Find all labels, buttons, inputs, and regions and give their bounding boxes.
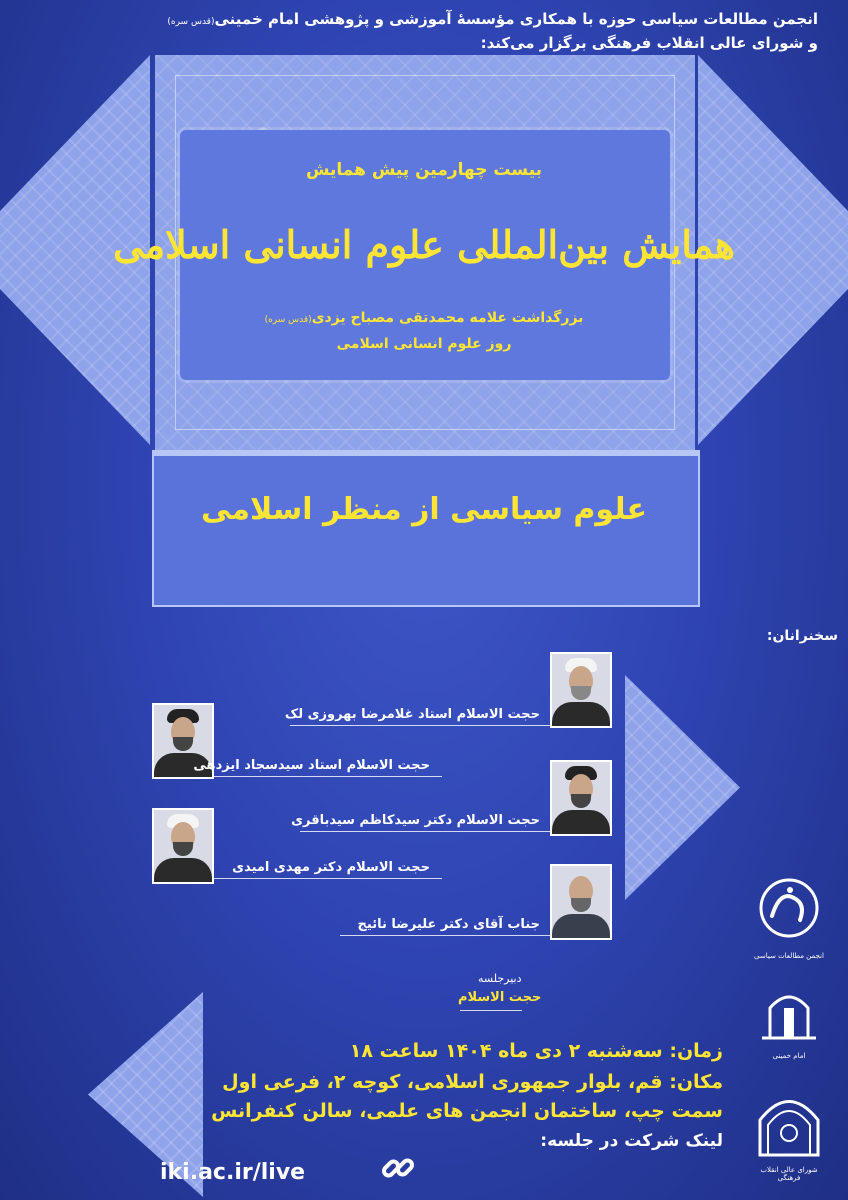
event-place-line-2: سمت چپ، ساختمان انجمن های علمی، سالن کنفرانس <box>211 1100 723 1122</box>
link-label: لینک شرکت در جلسه: <box>540 1131 723 1151</box>
speaker-name-1: حجت الاسلام استاد غلامرضا بهروزی لک <box>284 707 540 722</box>
subtitle-commemoration: بزرگداشت علامه محمدتقی مصباح یزدی(قدس سره) <box>264 310 584 326</box>
speaker-name-3: حجت الاسلام دکتر سیدکاظم سیدباقری <box>291 813 540 828</box>
speakers-label: سخنرانان: <box>766 628 838 644</box>
speaker-photo-3 <box>550 760 612 836</box>
speaker-underline-5 <box>340 935 550 936</box>
event-place-line-1: مکان: قم، بلوار جمهوری اسلامی، کوچه ۲، فرعی اول <box>222 1071 723 1093</box>
host-underline <box>460 1010 522 1011</box>
host-name: حجت الاسلام <box>458 990 542 1005</box>
speaker-photo-4 <box>152 808 214 884</box>
organizer-line-2: و شورای عالی انقلاب فرهنگی برگزار می‌کند: <box>480 34 818 52</box>
speaker-name-5: جناب آقای دکتر علیرضا نائیج <box>357 917 540 932</box>
cultural-revolution-council-logo: شورای عالی انقلاب فرهنگی <box>750 1085 828 1180</box>
topic-title: علوم سیاسی از منظر اسلامی <box>201 492 647 527</box>
topic-panel <box>152 450 700 607</box>
speaker-photo-1 <box>550 652 612 728</box>
speaker-underline-3 <box>300 831 550 832</box>
link-chain-icon <box>380 1150 416 1186</box>
imam-khomeini-institute-logo: امام خمینی <box>750 978 828 1058</box>
speaker-underline-1 <box>290 725 550 726</box>
conference-title: همایش بین‌المللی علوم انسانی اسلامی <box>113 222 735 267</box>
speaker-name-2: حجت الاسلام استاد سیدسجاد ایزدهی <box>193 758 430 773</box>
host-label: دبیرجلسه <box>478 972 522 985</box>
event-time: زمان: سه‌شنبه ۲ دی ماه ۱۴۰۴ ساعت ۱۸ <box>349 1040 723 1062</box>
decorative-diamond-right <box>625 675 740 900</box>
subtitle-day: روز علوم انسانی اسلامی <box>336 336 512 352</box>
political-studies-logo: انجمن مطالعات سیاسی <box>750 870 828 958</box>
speaker-underline-2 <box>212 776 442 777</box>
speaker-underline-4 <box>212 878 442 879</box>
speaker-name-4: حجت الاسلام دکتر مهدی امیدی <box>232 860 430 875</box>
organizer-line-1: انجمن مطالعات سیاسی حوزه با همکاری مؤسسهٔ آموزشی و پژوهشی امام خمینی(قدس سره) <box>167 10 818 28</box>
speaker-photo-5 <box>550 864 612 940</box>
session-link[interactable]: iki.ac.ir/live <box>160 1160 306 1185</box>
pre-title: بیست چهارمین پیش همایش <box>305 160 543 180</box>
